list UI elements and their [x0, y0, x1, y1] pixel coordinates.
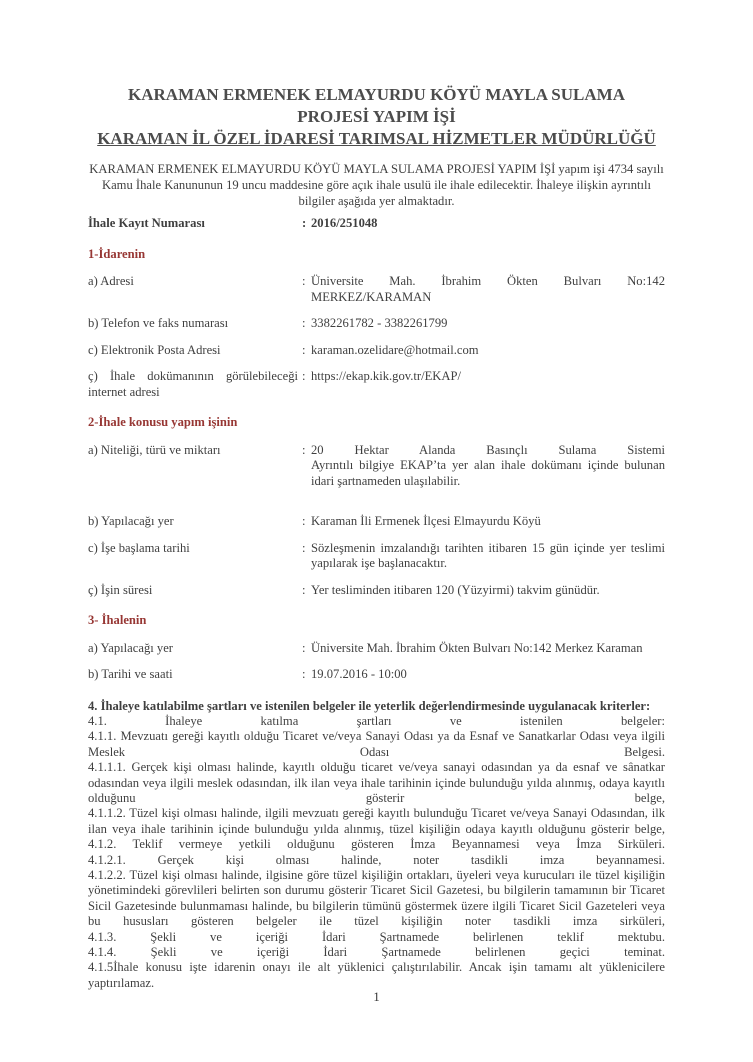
- field-value-url: https://ekap.kik.gov.tr/EKAP/: [311, 369, 461, 383]
- field-colon: :: [302, 514, 306, 528]
- field-value: Üniversite Mah. İbrahim Ökten Bulvarı No:142 Merkez Karaman: [311, 640, 643, 655]
- field-row-eposta: [88, 343, 665, 359]
- field-value: 2016/251048: [311, 216, 378, 230]
- clause-4-1-2-2: 4.1.2.2. Tüzel kişi olması halinde, ilgisine göre tüzel kişiliğin ortakları, üyeleri veya kurucuları ile tüzel kişiliğin yönetimindeki görevlileri belirten son durumu gösterir Ticaret Sicil Gazetesi, bu bilgilerin tamamının bir Ticaret Sicil Gazetesinde bulunmaması halinde, bu bilgilerin tümünü göstermek üzere ilgili Ticaret Sicil Gazeteleri veya bu hususları gösteren belgeler ile tüzel kişiliğin noter tasdikli imza sirküleri,: [88, 867, 665, 929]
- participation-conditions-block: [88, 699, 665, 992]
- field-row-isin-suresi: [88, 583, 665, 599]
- intro-paragraph: KARAMAN ERMENEK ELMAYURDU KÖYÜ MAYLA SULAMA PROJESİ YAPIM İŞİ yapım işi 4734 sayılı Kamu İhale Kanununun 19 uncu maddesine göre açık ihale usulü ile ihale edilecektir. İhaleye ilişkin ayrıntılı bilgiler aşağıda yer almaktadır.: [89, 162, 664, 208]
- field-label: a) Yapılacağı yer: [88, 640, 173, 655]
- field-value: Karaman İli Ermenek İlçesi Elmayurdu Köyü: [311, 514, 541, 528]
- field-colon: :: [302, 582, 306, 597]
- page-number: 1: [373, 990, 380, 1004]
- clause-4-1-3: 4.1.3. Şekli ve içeriği İdari Şartnamede belirlenen teklif mektubu.: [88, 929, 665, 944]
- field-value: [311, 443, 665, 490]
- field-colon: :: [302, 369, 306, 383]
- field-row-adresi: [88, 274, 665, 305]
- document-title: [96, 84, 658, 150]
- field-value: Sözleşmenin imzalandığı tarihten itibaren 15 gün içinde yer teslimi yapılarak işe başlanacaktır.: [311, 540, 665, 570]
- clause-4-1-5: 4.1.5İhale konusu işte idarenin onayı ile alt yüklenici çalıştırılabilir. Ancak işin tamamı alt yüklenicilere yaptırılamaz.: [88, 960, 665, 990]
- field-colon: :: [302, 342, 306, 357]
- field-value: 3382261782 - 3382261799: [311, 316, 448, 330]
- field-colon: :: [302, 216, 307, 230]
- field-colon: :: [302, 667, 306, 681]
- field-label: c) İşe başlama tarihi: [88, 540, 190, 555]
- field-row-internet-adresi: [88, 369, 665, 400]
- field-colon: :: [302, 274, 306, 288]
- title-authority-name: KARAMAN İL ÖZEL İDARESİ TARIMSAL HİZMETLER MÜDÜRLÜĞÜ: [97, 129, 656, 148]
- field-value: karaman.ozelidare@hotmail.com: [311, 342, 479, 357]
- field-label: ç) İşin süresi: [88, 582, 153, 597]
- clause-4-1-2: 4.1.2. Teklif vermeye yetkili olduğunu gösteren İmza Beyannamesi veya İmza Sirküleri.: [88, 837, 665, 852]
- field-row-telefon-faks: [88, 316, 665, 332]
- field-label: b) Tarihi ve saati: [88, 667, 173, 681]
- field-colon: :: [302, 316, 306, 330]
- field-label: a) Adresi: [88, 274, 134, 288]
- field-label: b) Telefon ve faks numarası: [88, 316, 229, 330]
- title-project-name: KARAMAN ERMENEK ELMAYURDU KÖYÜ MAYLA SULAMA PROJESİ YAPIM İŞİ: [128, 85, 625, 126]
- clause-4-1-1: 4.1.1. Mevzuatı gereği kayıtlı olduğu Ticaret ve/veya Sanayi Odası ya da Esnaf ve Sanatkarlar Odası veya ilgili Meslek Odası Belgesi.: [88, 729, 665, 759]
- section-heading-ihale-konusu: 2-İhale konusu yapım işinin: [88, 415, 238, 429]
- field-row-ihale-kayit-numarasi: [88, 216, 665, 232]
- field-colon: :: [302, 442, 306, 457]
- document-content: [88, 0, 665, 991]
- field-value: 19.07.2016 - 10:00: [311, 667, 407, 681]
- field-label: ç) İhale dokümanının görülebileceği internet adresi: [88, 369, 298, 399]
- clause-4-1-1-1: 4.1.1.1. Gerçek kişi olması halinde, kayıtlı olduğu ticaret ve/veya sanayi odasından ya da esnaf ve sânatkar odasından veya ilgili meslek odasından, ilk ilan veya ihale tarihinin içinde bulunduğu yılda alınmış, odaya kayıtlı olduğunu gösterir belge,: [88, 760, 665, 805]
- field-value: Yer tesliminden itibaren 120 (Yüzyirmi) takvim günüdür.: [311, 582, 600, 597]
- field-value: [311, 274, 665, 305]
- clause-4-1: 4.1. İhaleye katılma şartları ve istenilen belgeler:: [88, 713, 665, 728]
- quantity-detail-line: Ayrıntılı bilgiye EKAP’ta yer alan ihale dokümanı içinde bulunan idari şartnameden ulaşılabilir.: [311, 458, 665, 488]
- field-row-ise-baslama-tarihi: [88, 541, 665, 572]
- address-line-2: MERKEZ/KARAMAN: [311, 289, 432, 304]
- section-heading-idarenin: 1-İdarenin: [88, 246, 146, 261]
- field-colon: :: [302, 640, 306, 655]
- field-label: İhale Kayıt Numarası: [88, 216, 205, 230]
- section-heading-ihalenin: 3- İhalenin: [88, 613, 147, 627]
- clause-4-1-1-2: 4.1.1.2. Tüzel kişi olması halinde, ilgili mevzuatı gereği kayıtlı bulunduğu Ticaret ve/veya Sanayi Odasından, ilk ilan veya ihale tarihinin içinde bulunduğu yılda alınmış, tüzel kişiliğin odaya kayıtlı olduğunu gösterir belge,: [88, 806, 665, 836]
- field-colon: :: [302, 540, 306, 555]
- field-label: a) Niteliği, türü ve miktarı: [88, 442, 221, 457]
- field-row-tarihi-saati: [88, 667, 665, 683]
- clause-4-1-2-1: 4.1.2.1. Gerçek kişi olması halinde, noter tasdikli imza beyannamesi.: [88, 852, 665, 867]
- clause-4-1-4: 4.1.4. Şekli ve içeriği İdari Şartnamede belirlenen geçici teminat.: [88, 945, 665, 959]
- field-label: b) Yapılacağı yer: [88, 514, 174, 528]
- address-line-1: Üniversite Mah. İbrahim Ökten Bulvarı No:142: [311, 274, 665, 288]
- field-row-yapilacagi-yer: [88, 514, 665, 530]
- field-label: c) Elektronik Posta Adresi: [88, 342, 221, 357]
- field-row-ihale-yeri: [88, 641, 665, 657]
- clause-4: 4. İhaleye katılabilme şartları ve istenilen belgeler ile yeterlik değerlendirmesinde uygulanacak kriterler:: [88, 698, 651, 713]
- quantity-line: 20 Hektar Alanda Basınçlı Sulama Sistemi: [311, 442, 665, 457]
- field-row-niteligi: [88, 443, 665, 490]
